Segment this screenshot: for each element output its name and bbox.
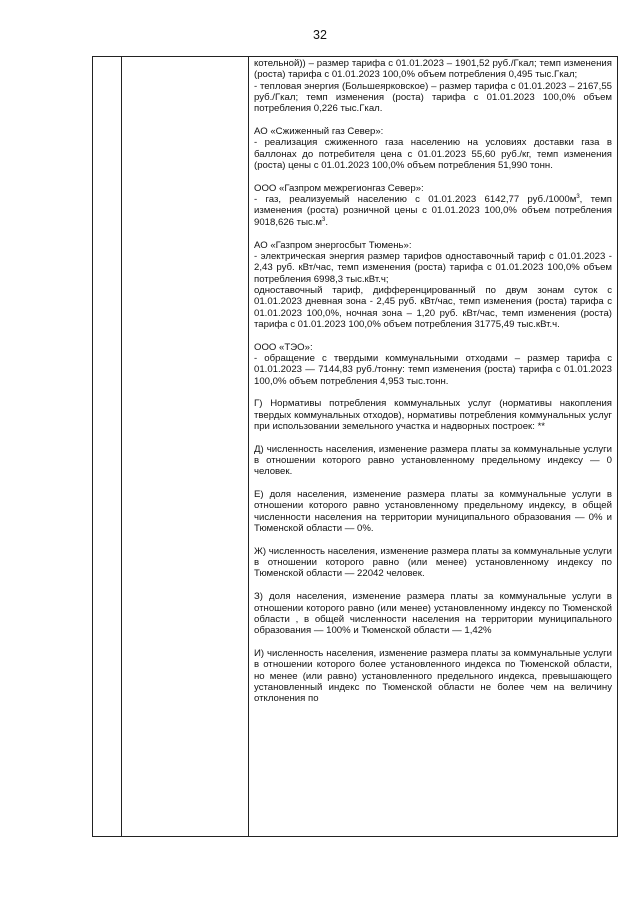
document-table xyxy=(92,56,618,837)
paragraph: - тепловая энергия (Большеярковское) – размер тарифа с 01.01.2023 – 2167,55 руб./Гкал; темп изменения (роста) тарифа с 01.01.2023 100,0% объем потребления 0,226 тыс.Гкал. xyxy=(254,80,612,115)
table-cell-indicator xyxy=(122,57,249,837)
paragraph: Е) доля населения, изменение размера платы за коммунальные услуги в отношении которого равно установленному предельному индексу, в общей численности населения на территории муниципального образования — 0% и Тюменской области — 0%. xyxy=(254,489,612,535)
paragraph: - обращение с твердыми коммунальными отходами – размер тарифа с 01.01.2023 — 7144,83 руб./тонну: темп изменения (роста) тарифа с 01.01.2023 100,0% объем потребления 4,953 тыс.тонн. xyxy=(254,352,612,387)
text-block xyxy=(254,58,612,115)
paragraph: З) доля населения, изменение размера платы за коммунальные услуги в отношении которого равно (или менее) установленному индексу по Тюменской области , в общей численности населения на территории муниципального образования — 100% и Тюменской области — 1,42% xyxy=(254,591,612,637)
paragraph: котельной)) – размер тарифа с 01.01.2023 – 1901,52 руб./Гкал; темп изменения (роста) тарифа с 01.01.2023 100,0% объем потребления 0,495 тыс.Гкал; xyxy=(254,58,612,81)
page-number: 32 xyxy=(313,28,327,42)
text-block xyxy=(254,648,612,705)
table-cell-content xyxy=(249,57,618,837)
paragraph: Г) Нормативы потребления коммунальных услуг (нормативы накопления твердых коммунальных отходов), нормативы потребления коммунальных услуг при использовании земельного участка и надворных построек: ** xyxy=(254,398,612,432)
text-block xyxy=(254,444,612,478)
text-block xyxy=(254,240,612,331)
text-block xyxy=(254,126,612,171)
text-block xyxy=(254,342,612,387)
text-block xyxy=(254,591,612,636)
content-text xyxy=(249,57,617,836)
paragraph: - электрическая энергия размер тарифов одноставочный тариф с 01.01.2023 - 2,43 руб. кВт/час, темп изменения (роста) тарифа с 01.01.2023 100,0% объем потребления 6998,3 тыс.кВт.ч; xyxy=(254,250,612,285)
paragraph: ООО «ТЭО»: xyxy=(254,341,313,353)
paragraph: И) численность населения, изменение размера платы за коммунальные услуги в отношении которого более установленного индекса по Тюменской области, но менее (или равно) установленного предельного индекса, превышающего установленный индекс по Тюменской области не более чем на величину отклонения по xyxy=(254,647,612,705)
text-block xyxy=(254,398,612,432)
paragraph: АО «Газпром энергосбыт Тюмень»: xyxy=(254,239,412,251)
paragraph: Ж) численность населения, изменение размера платы за коммунальные услуги в отношении которого равно (или менее) установленному индексу по Тюменской области — 22042 человек. xyxy=(254,545,612,580)
table-cell-number xyxy=(93,57,122,837)
paragraph: Д) численность населения, изменение размера платы за коммунальные услуги в отношении которого равно установленному предельному индексу — 0 человек. xyxy=(254,443,612,478)
paragraph: АО «Сжиженный газ Север»: xyxy=(254,126,384,138)
text-block xyxy=(254,489,612,534)
paragraph: - газ, реализуемый населению с 01.01.2023 6142,77 $руб./1000м^3$, темп изменения (роста) розничной цены с 01.01.2023 100,0% объем потребления 9018,626 $тыс.м^3$. xyxy=(254,193,613,228)
paragraph: ООО «Газпром межрегионгаз Север»: xyxy=(254,182,424,194)
paragraph: - реализация сжиженного газа населению на условиях доставки газа в баллонах до потребителя цена с 01.01.2023 55,60 руб./кг, темп изменения (роста) цены с 01.01.2023 100,0% объем потребления 51,990 тонн. xyxy=(254,137,612,172)
table-row xyxy=(93,57,618,837)
text-block xyxy=(254,546,612,580)
text-block xyxy=(254,183,612,228)
paragraph: одноставочный тариф, дифференцированный по двум зонам суток с 01.01.2023 дневная зона - 2,45 руб. кВт/час, темп изменения (роста) тарифа с 01.01.2023 100,0%, ночная зона – 1,20 руб. кВт/час, темп изменения (роста) тарифа с 01.01.2023 100,0% объем потребления 31775,49 тыс.кВт.ч. xyxy=(254,284,612,330)
